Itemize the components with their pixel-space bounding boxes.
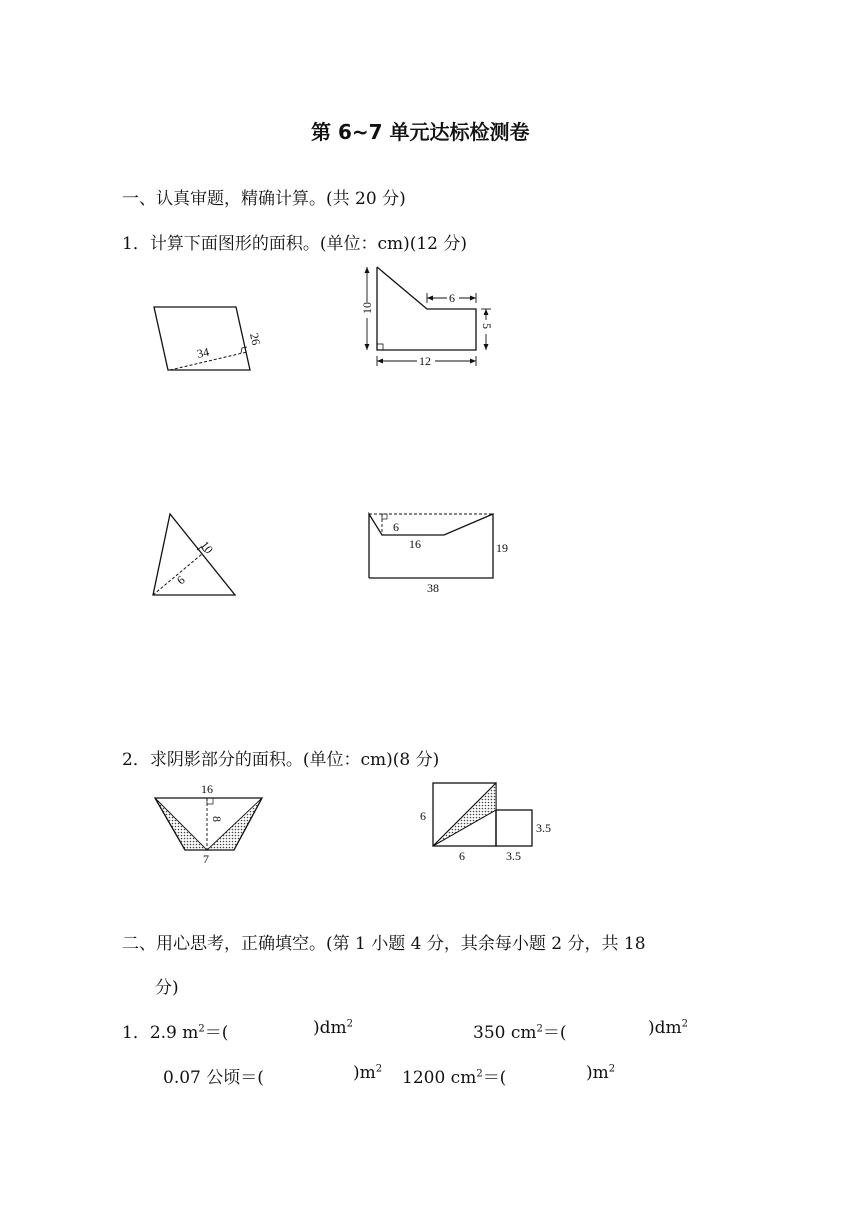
fill-item-d: 1200 $cm^2=$(	[402, 1068, 507, 1088]
page-title: 第 6~7 单元达标检测卷	[311, 120, 530, 144]
parallelogram-height-label: 26	[247, 331, 264, 347]
trapezoid-bottom-label: 7	[203, 852, 209, 866]
trapezoid-height-label: 8	[210, 816, 224, 822]
composite-top-label: 6	[449, 291, 455, 305]
section-two-heading-cont: 分)	[155, 978, 179, 998]
pentagon-right-label: 19	[496, 541, 508, 555]
squares-right-label: 3.5	[536, 821, 551, 835]
triangle-figure	[145, 508, 245, 603]
question-1-1: 1．计算下面图形的面积。(单位：cm)(12 分)	[122, 234, 468, 254]
pentagon-base-label: 38	[427, 581, 439, 595]
question-1-2: 2．求阴影部分的面积。(单位：cm)(8 分)	[122, 750, 440, 770]
pentagon-figure	[360, 508, 520, 600]
section-two-heading: 二、用心思考，正确填空。(第 1 小题 4 分，其余每小题 2 分，共 18	[122, 934, 646, 954]
triangle-height-label: 6	[173, 572, 188, 588]
squares-left-label: 6	[420, 809, 426, 823]
fill-item-a-unit: )$dm^2$	[313, 1018, 354, 1038]
parallelogram-base-label: 34	[195, 344, 211, 361]
composite-bottom-label: 12	[419, 354, 431, 368]
section-one-heading: 一、认真审题，精确计算。(共 20 分)	[122, 189, 406, 209]
squares-bottom-right-label: 3.5	[506, 849, 521, 863]
squares-bottom-left-label: 6	[459, 849, 465, 863]
triangle-side-label: 10	[197, 538, 217, 557]
fill-item-b-unit: )$dm^2$	[648, 1018, 689, 1038]
fill-item-d-unit: )$m^2$	[586, 1063, 616, 1083]
pentagon-edge-label: 16	[409, 537, 421, 551]
composite-right-label: 5	[480, 323, 494, 329]
two-squares-figure	[415, 780, 565, 870]
trapezoid-top-label: 16	[201, 782, 213, 796]
fill-item-b: 350 $cm^2=$(	[473, 1023, 567, 1043]
pentagon-notch-label: 6	[393, 520, 399, 534]
trapezoid-shaded-figure	[150, 780, 270, 870]
composite-figure	[355, 262, 495, 372]
fill-item-c: 0.07 公顷＝(	[163, 1068, 264, 1088]
parallelogram-figure	[140, 298, 270, 378]
fill-item-c-unit: )$m^2$	[353, 1063, 383, 1083]
fill-item-a: 1．2.9 $m^2=$(	[122, 1023, 229, 1043]
composite-left-label: 10	[360, 302, 374, 314]
